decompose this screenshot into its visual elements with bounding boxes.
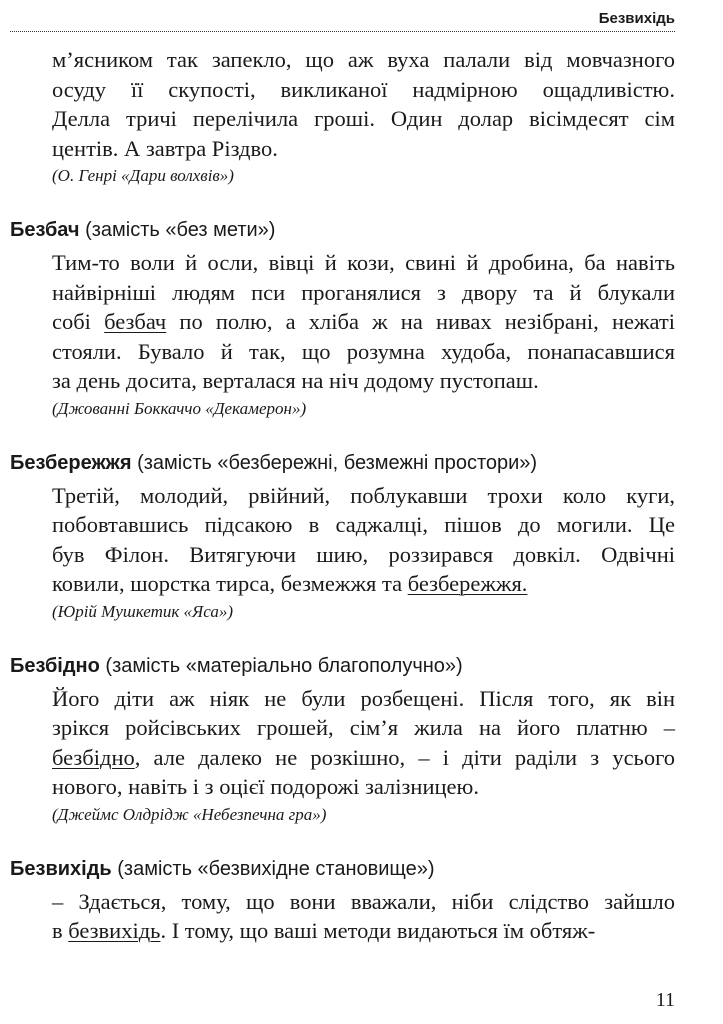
- entry-term: Безбережжя: [10, 451, 132, 474]
- highlighted-word: безвихідь: [68, 918, 161, 943]
- text-segment: ковили, шорстка тирса, безмежжя та: [52, 571, 408, 596]
- text-segment: нового, навіть і з оцієї подорожі залізницею.: [52, 774, 479, 799]
- text-segment: . І тому, що ваші методи видаються їм обтяж-: [160, 918, 596, 943]
- text-line: [52, 713, 675, 743]
- page-content: [10, 45, 675, 946]
- text-segment: побовтавшись підсакою в саджалці, пішов до могили. Це: [52, 512, 675, 537]
- highlighted-word: безбережжя.: [407, 571, 528, 596]
- text-segment: Тим-то воли й осли, вівці й кози, свині й дробина, ба навіть: [52, 250, 675, 275]
- text-segment: , але далеко не розкішно, – і діти раділи з усього: [134, 744, 675, 770]
- text-line: [52, 540, 675, 570]
- page-number: 11: [655, 989, 675, 1011]
- text-segment: собі: [52, 309, 105, 334]
- dictionary-entry: [10, 652, 675, 826]
- entry-heading: [10, 652, 675, 680]
- text-line: [52, 366, 675, 396]
- text-line: [52, 684, 675, 714]
- text-line: [52, 248, 675, 278]
- continuation-text: [52, 45, 675, 163]
- text-line: [52, 916, 675, 946]
- entry-term: Безбач: [10, 219, 80, 241]
- entry-term: Безбідно: [10, 654, 100, 677]
- text-segment: зрікся ройсівських грошей, сім’я жила на його платню –: [52, 715, 675, 740]
- text-line: [52, 481, 675, 511]
- text-line: Делла тричі перелічила гроші. Один долар вісімдесят сім: [52, 106, 675, 131]
- citation: (О. Генрі «Дари волхвів»): [52, 166, 234, 185]
- entry-gloss: (замість «безвихідне становище»): [117, 857, 435, 880]
- text-line: [52, 569, 675, 599]
- text-segment: в: [52, 918, 69, 943]
- entry-heading: [10, 855, 675, 883]
- entry-quote: [52, 248, 675, 396]
- text-line: [52, 510, 675, 540]
- entry-quote: [52, 684, 675, 802]
- text-line: [52, 307, 675, 337]
- highlighted-word: безбідно: [52, 744, 135, 770]
- text-line: [52, 743, 675, 773]
- entry-gloss: (замість «без мети»): [85, 219, 276, 241]
- text-segment: по полю, а хліба ж на нивах незібрані, нежаті: [166, 309, 676, 334]
- citation: (Джеймс Олдрідж «Небезпечна гра»): [52, 804, 327, 824]
- dictionary-entry: [10, 216, 675, 420]
- text-line: центів. А завтра Різдво.: [52, 135, 278, 161]
- text-segment: був Філон. Витягуючи шию, роззирався довкіл. Одвічні: [52, 541, 675, 567]
- dictionary-entry: [10, 449, 675, 623]
- entry-quote: [52, 887, 675, 946]
- header-rule: [10, 31, 675, 32]
- text-line: [52, 887, 675, 917]
- highlighted-word: безбач: [104, 309, 167, 334]
- citation: (Юрій Мушкетик «Яса»): [52, 601, 233, 621]
- running-head: Безвихідь: [598, 10, 675, 27]
- text-line: [52, 772, 675, 802]
- dictionary-entry: [10, 855, 675, 946]
- text-segment: – Здається, тому, що вони вважали, ніби слідство зайшло: [52, 888, 675, 914]
- text-line: м’ясником так запекло, що аж вуха палали від мовчазного: [52, 47, 675, 72]
- text-line: [52, 278, 675, 308]
- entry-heading: [10, 449, 675, 477]
- text-line: осуду її скупості, викликаної надмірною ощадливістю.: [52, 76, 675, 102]
- text-segment: Третій, молодий, рвійний, поблукавши трохи коло куги,: [52, 482, 675, 508]
- text-segment: Його діти аж ніяк не були розбещені. Після того, як він: [52, 685, 675, 711]
- entry-heading: [10, 216, 675, 244]
- entry-quote: [52, 481, 675, 599]
- text-segment: за день досита, верталася на ніч додому пустопаш.: [52, 368, 539, 393]
- entry-gloss: (замість «безбережні, безмежні простори»): [137, 451, 538, 474]
- entry-term: Безвихідь: [10, 857, 112, 880]
- dictionary-entries: [10, 216, 675, 946]
- text-line: [52, 337, 675, 367]
- entry-gloss: (замість «матеріально благополучно»): [105, 654, 463, 677]
- text-segment: найвірніші людям пси проганялися з двору та й блукали: [52, 279, 675, 305]
- text-segment: стояли. Бувало й так, що розумна худоба, понапасавшися: [52, 338, 675, 364]
- citation: (Джованні Боккаччо «Декамерон»): [52, 398, 307, 418]
